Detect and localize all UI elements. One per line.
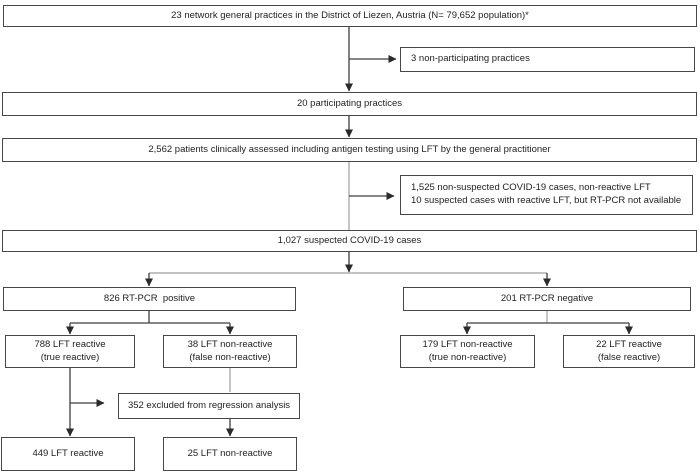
box-suspected-label: 1,027 suspected COVID-19 cases [277, 234, 422, 246]
box-not-suspected-line1: 1,525 non-suspected COVID-19 cases, non-reactive LFT [411, 182, 651, 194]
box-false-reactive-line1: 22 LFT reactive [596, 338, 662, 350]
box-final-non-reactive [163, 437, 297, 471]
box-assessed-label: 2,562 patients clinically assessed including antigen testing using LFT by the general practitioner [148, 143, 551, 155]
box-suspected [2, 230, 697, 252]
box-false-non-reactive-line1: 38 LFT non-reactive [187, 338, 273, 350]
box-participating-label: 20 participating practices [296, 97, 403, 109]
box-false-reactive-line2: (false reactive) [597, 351, 661, 363]
box-non-participating [400, 47, 695, 72]
box-total-practices [3, 5, 697, 27]
box-total-practices-label: 23 network general practices in the District of Liezen, Austria (N= 79,652 population)* [171, 9, 529, 21]
box-final-reactive [1, 437, 135, 471]
box-pcr-negative [403, 287, 691, 311]
box-true-non-reactive-line2: (true non-reactive) [428, 351, 507, 363]
box-false-non-reactive [163, 335, 297, 368]
box-excluded-regression-label: 352 excluded from regression analysis [127, 399, 291, 411]
box-true-non-reactive [400, 335, 535, 368]
box-false-non-reactive-line2: (false non-reactive) [189, 351, 271, 363]
box-participating [2, 92, 697, 116]
box-true-reactive-line1: 788 LFT reactive [34, 338, 106, 350]
box-true-non-reactive-line1: 179 LFT non-reactive [422, 338, 513, 350]
box-true-reactive [5, 335, 135, 368]
box-false-reactive [563, 335, 695, 368]
box-not-suspected-line2: 10 suspected cases with reactive LFT, but RT-PCR not available [411, 195, 682, 206]
box-pcr-positive-label: 826 RT-PCR positive [103, 292, 196, 304]
box-excluded-regression [118, 393, 300, 419]
box-not-suspected [400, 175, 693, 215]
box-true-reactive-line2: (true reactive) [40, 351, 100, 363]
box-pcr-negative-label: 201 RT-PCR negative [500, 292, 594, 304]
box-pcr-positive [3, 287, 296, 311]
box-final-non-reactive-label: 25 LFT non-reactive [187, 447, 273, 459]
box-final-reactive-label: 449 LFT reactive [32, 447, 104, 459]
box-assessed [2, 138, 697, 162]
box-non-participating-label: 3 non-participating practices [411, 53, 530, 65]
